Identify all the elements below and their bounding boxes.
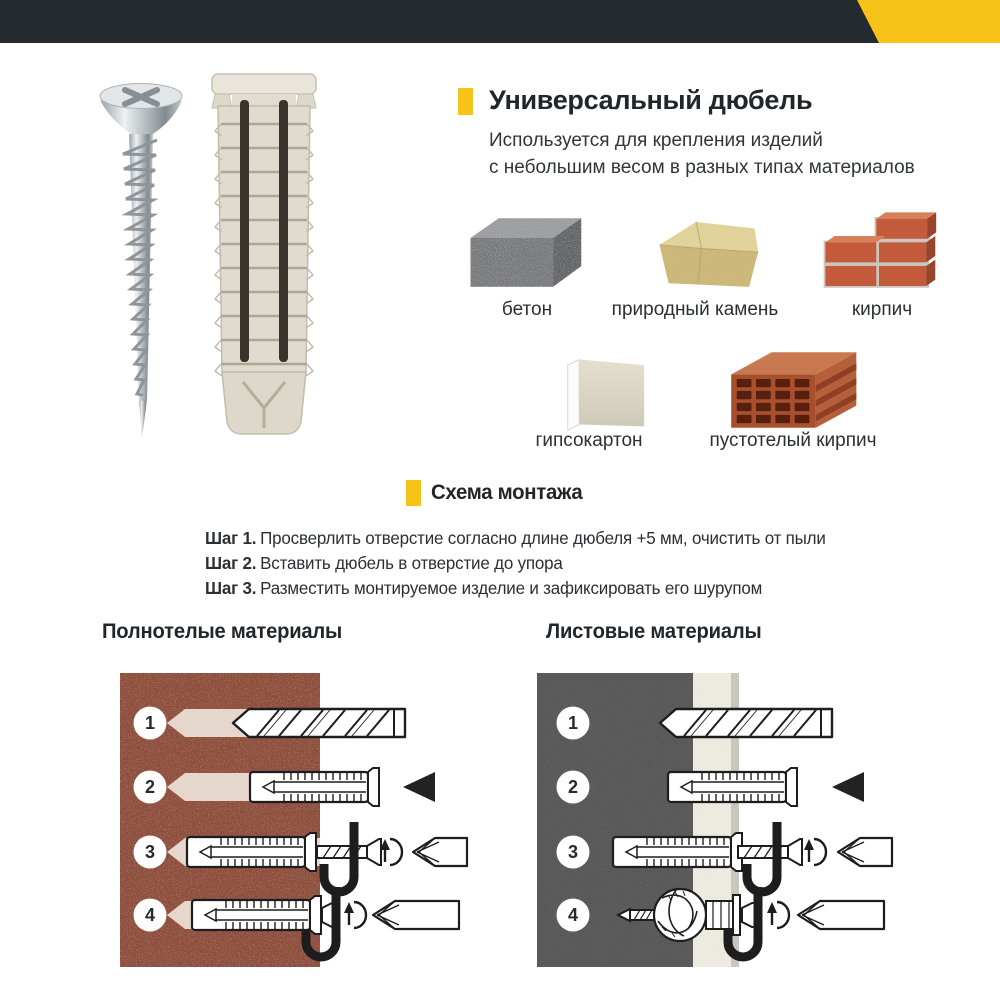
solid-step-1-number: 1 [144, 713, 156, 733]
screwdriver-bit-icon [373, 901, 459, 929]
sheet-step-2-dowel-icon [668, 768, 864, 806]
product-photo [95, 66, 325, 446]
sheet-step-3-number: 3 [567, 842, 579, 862]
sheet-step-4-number: 4 [567, 905, 579, 925]
rotate-arrow-icon [344, 902, 366, 928]
solid-step-3-number: 3 [144, 842, 156, 862]
title-accent-bar [458, 88, 473, 115]
material-label-brick: кирпич [851, 299, 913, 320]
montage-step-1 [205, 526, 865, 551]
sheet-step-1-number: 1 [567, 713, 579, 733]
hollow-brick-icon [722, 344, 860, 436]
screwdriver-bit-icon [838, 838, 892, 866]
step-2-label: Шаг 2. [205, 553, 257, 573]
montage-steps [205, 526, 885, 601]
solid-step-2-number: 2 [144, 777, 156, 797]
screwdriver-bit-icon [798, 901, 884, 929]
screwdriver-bit-icon [413, 838, 467, 866]
diagram-sheet-materials [530, 655, 920, 990]
material-label-stone: природный камень [611, 299, 779, 320]
brick-wall-icon [820, 205, 938, 297]
natural-stone-icon [643, 212, 771, 296]
step-1-label: Шаг 1. [205, 528, 257, 548]
material-label-concrete: бетон [501, 299, 553, 320]
screw-photo [100, 84, 182, 439]
sheet-materials-title: Листовые материалы [546, 620, 762, 643]
sheet-step-1-drill-icon [660, 709, 832, 737]
diagram-solid-materials [105, 655, 490, 990]
header-bar [0, 0, 1000, 43]
rotate-arrow-icon [804, 839, 826, 865]
step-1-text: Просверлить отверстие согласно длине дюбеля +5 мм, очистить от пыли [260, 528, 826, 548]
dowel-photo [212, 74, 316, 434]
page-description [489, 127, 915, 181]
insert-arrow-icon [832, 772, 864, 802]
montage-step-2 [205, 551, 865, 576]
dowel-collar [706, 895, 740, 935]
insert-arrow-icon [403, 772, 435, 802]
description-line-1: Используется для крепления изделий [489, 130, 823, 151]
page-title: Универсальный дюбель [489, 85, 813, 115]
header-yellow-accent [857, 0, 1000, 43]
solid-step-2-dowel-icon [250, 768, 435, 806]
rotate-arrow-icon [380, 839, 402, 865]
solid-materials-title: Полнотелые материалы [102, 620, 343, 643]
description-line-2: с небольшим весом в разных типах материалов [489, 157, 915, 178]
drywall-sheet-icon [552, 348, 658, 434]
material-label-drywall: гипсокартон [535, 430, 643, 451]
montage-accent-bar [406, 480, 421, 506]
step-2-text: Вставить дюбель в отверстие до упора [260, 553, 563, 573]
solid-step-4-number: 4 [144, 905, 156, 925]
solid-step-1-drill-icon [233, 709, 405, 737]
montage-step-3 [205, 576, 865, 601]
material-label-hollow-brick: пустотелый кирпич [709, 430, 877, 451]
step-3-label: Шаг 3. [205, 578, 257, 598]
step-3-text: Разместить монтируемое изделие и зафиксировать его шурупом [260, 578, 763, 598]
montage-title: Схема монтажа [431, 481, 583, 504]
sheet-step-2-number: 2 [567, 777, 579, 797]
rotate-arrow-icon [767, 902, 789, 928]
montage-heading [406, 480, 587, 506]
concrete-block-icon [463, 208, 585, 298]
